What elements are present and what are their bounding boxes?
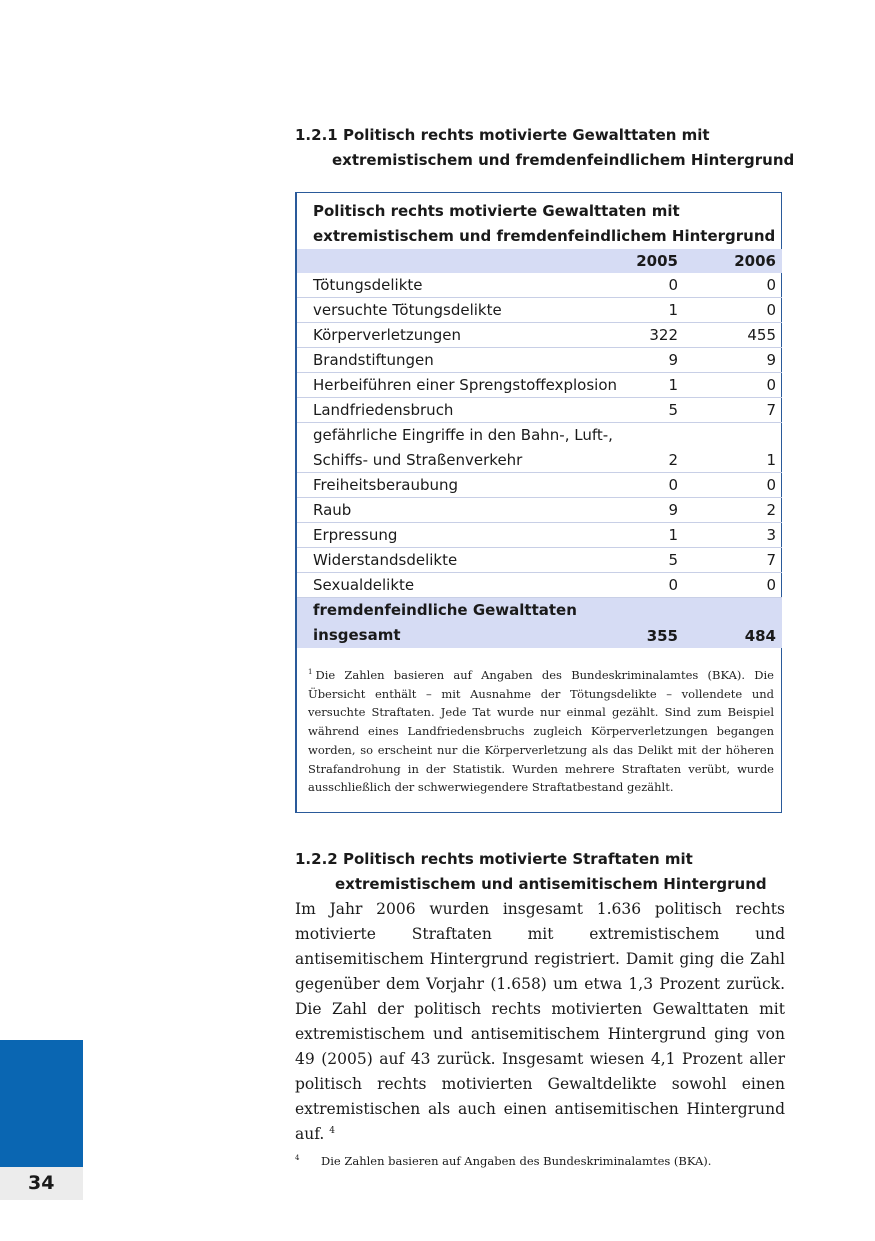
- value-2006: 0: [766, 301, 776, 319]
- section-title-line1: Politisch rechts motivierte Straftaten mit: [342, 850, 693, 868]
- table-title-line2: extremistischem und fremdenfeindlichem Hintergrund: [313, 227, 776, 245]
- value-2005: 1: [668, 376, 678, 394]
- table-row: [297, 473, 782, 498]
- value-2005: 0: [668, 476, 678, 494]
- value-2005: 9: [668, 351, 678, 369]
- value-2006: 7: [766, 551, 776, 569]
- row-label: Herbeiführen einer Sprengstoffexplosion: [313, 376, 618, 394]
- footnote-text: Die Zahlen basieren auf Angaben des Bundeskriminalamtes (BKA).: [321, 1154, 712, 1168]
- value-2006: 455: [747, 326, 776, 344]
- table-header-row: [297, 249, 782, 273]
- paragraph-text: Im Jahr 2006 wurden insgesamt 1.636 politisch rechts motivierte Straftaten mit extremistischem und antisemitischem Hintergrund registriert. Damit ging die Zahl gegenüber dem Vorjahr (1.658) um etwa 1,3 Prozent zurück. Die Zahl der politisch rechts motivierten Gewalttaten mit extremistischem und antisemitischem Hintergrund ging von 49 (2005) auf 43 zurück. Insgesamt wiesen 4,1 Prozent aller politisch rechts motivierten Gewaltdelikte sowohl einen extremistischen als auch einen antisemitischen Hintergrund auf.: [295, 900, 785, 1143]
- row-label: Erpressung: [313, 526, 398, 544]
- section-number: 1.2.2: [295, 850, 338, 868]
- footnote-reference: 4: [329, 1125, 336, 1136]
- value-2006: 0: [766, 376, 776, 394]
- page-footnote: 4 Die Zahlen basieren auf Angaben des Bundeskriminalamtes (BKA).: [295, 1154, 712, 1168]
- table-row: [297, 298, 782, 323]
- table-row: [297, 348, 782, 373]
- accent-bar: [0, 1040, 83, 1167]
- value-2005: 322: [649, 326, 678, 344]
- column-header-2006: 2006: [734, 252, 776, 270]
- table-row: [297, 573, 782, 598]
- value-2006: 9: [766, 351, 776, 369]
- table-row: [297, 548, 782, 573]
- body-paragraph: [295, 897, 785, 1147]
- statistics-table-box: [295, 192, 782, 813]
- value-2005: 5: [668, 401, 678, 419]
- table-row: [297, 398, 782, 423]
- value-2005: 0: [668, 576, 678, 594]
- table-note: [308, 666, 774, 797]
- value-2006: 7: [766, 401, 776, 419]
- table-row: [297, 373, 782, 398]
- total-2005: 355: [646, 627, 678, 645]
- value-2006: 1: [766, 451, 776, 469]
- row-label: Körperverletzungen: [313, 326, 462, 344]
- total-label: fremdenfeindliche Gewalttaten insgesamt: [313, 601, 577, 644]
- column-header-2005: 2005: [636, 252, 678, 270]
- value-2005: 9: [668, 501, 678, 519]
- row-label: Tötungsdelikte: [313, 276, 423, 294]
- page-number: 34: [0, 1167, 83, 1200]
- value-2006: 0: [766, 476, 776, 494]
- row-label: versuchte Tötungsdelikte: [313, 301, 502, 319]
- table-row: [297, 323, 782, 348]
- section-heading-1-2-1: [295, 123, 795, 173]
- table-title-line1: Politisch rechts motivierte Gewalttaten mit: [313, 202, 680, 220]
- value-2005: 1: [668, 301, 678, 319]
- value-2005: 1: [668, 526, 678, 544]
- row-label: gefährliche Eingriffe in den Bahn-, Luft-, Schiffs- und Straßenverkehr: [313, 426, 613, 469]
- value-2006: 0: [766, 276, 776, 294]
- table-row: [297, 273, 782, 298]
- section-heading-1-2-2: [295, 847, 795, 897]
- row-label: Brandstiftungen: [313, 351, 434, 369]
- value-2006: 2: [766, 501, 776, 519]
- table-row: [297, 523, 782, 548]
- value-2005: 5: [668, 551, 678, 569]
- row-label: Raub: [313, 501, 352, 519]
- value-2005: 0: [668, 276, 678, 294]
- table-total-row: [297, 598, 782, 648]
- row-label: Landfriedensbruch: [313, 401, 454, 419]
- row-label: Sexualdelikte: [313, 576, 415, 594]
- section-title-line2: extremistischem und fremdenfeindlichem Hintergrund: [332, 151, 795, 169]
- value-2006: 3: [766, 526, 776, 544]
- row-label: Freiheitsberaubung: [313, 476, 459, 494]
- note-text: Die Zahlen basieren auf Angaben des Bundeskriminalamtes (BKA). Die Übersicht enthält – mit Ausnahme der Tötungsdelikte – vollendete und versuchte Straftaten. Jede Tat wurde nur einmal gezählt. Sind zum Beispiel während eines Landfriedensbruchs zugleich Körperverletzungen begangen worden, so erscheint nur die Körperverletzung als das Delikt mit der höheren Strafandrohung in der Statistik. Wurden mehrere Straftaten verübt, wurde ausschließlich der schwerwiegendere Straftatbestand gezählt.: [308, 668, 774, 795]
- table-row: [297, 423, 782, 473]
- section-number: 1.2.1: [295, 126, 338, 144]
- value-2006: 0: [766, 576, 776, 594]
- statistics-table: [297, 249, 782, 648]
- table-row: [297, 498, 782, 523]
- row-label: Widerstandsdelikte: [313, 551, 458, 569]
- section-title-line1: Politisch rechts motivierte Gewalttaten mit: [342, 126, 710, 144]
- total-2006: 484: [744, 627, 776, 645]
- section-title-line2: extremistischem und antisemitischem Hintergrund: [335, 875, 767, 893]
- note-mark: 1: [308, 668, 313, 677]
- value-2005: 2: [668, 451, 678, 469]
